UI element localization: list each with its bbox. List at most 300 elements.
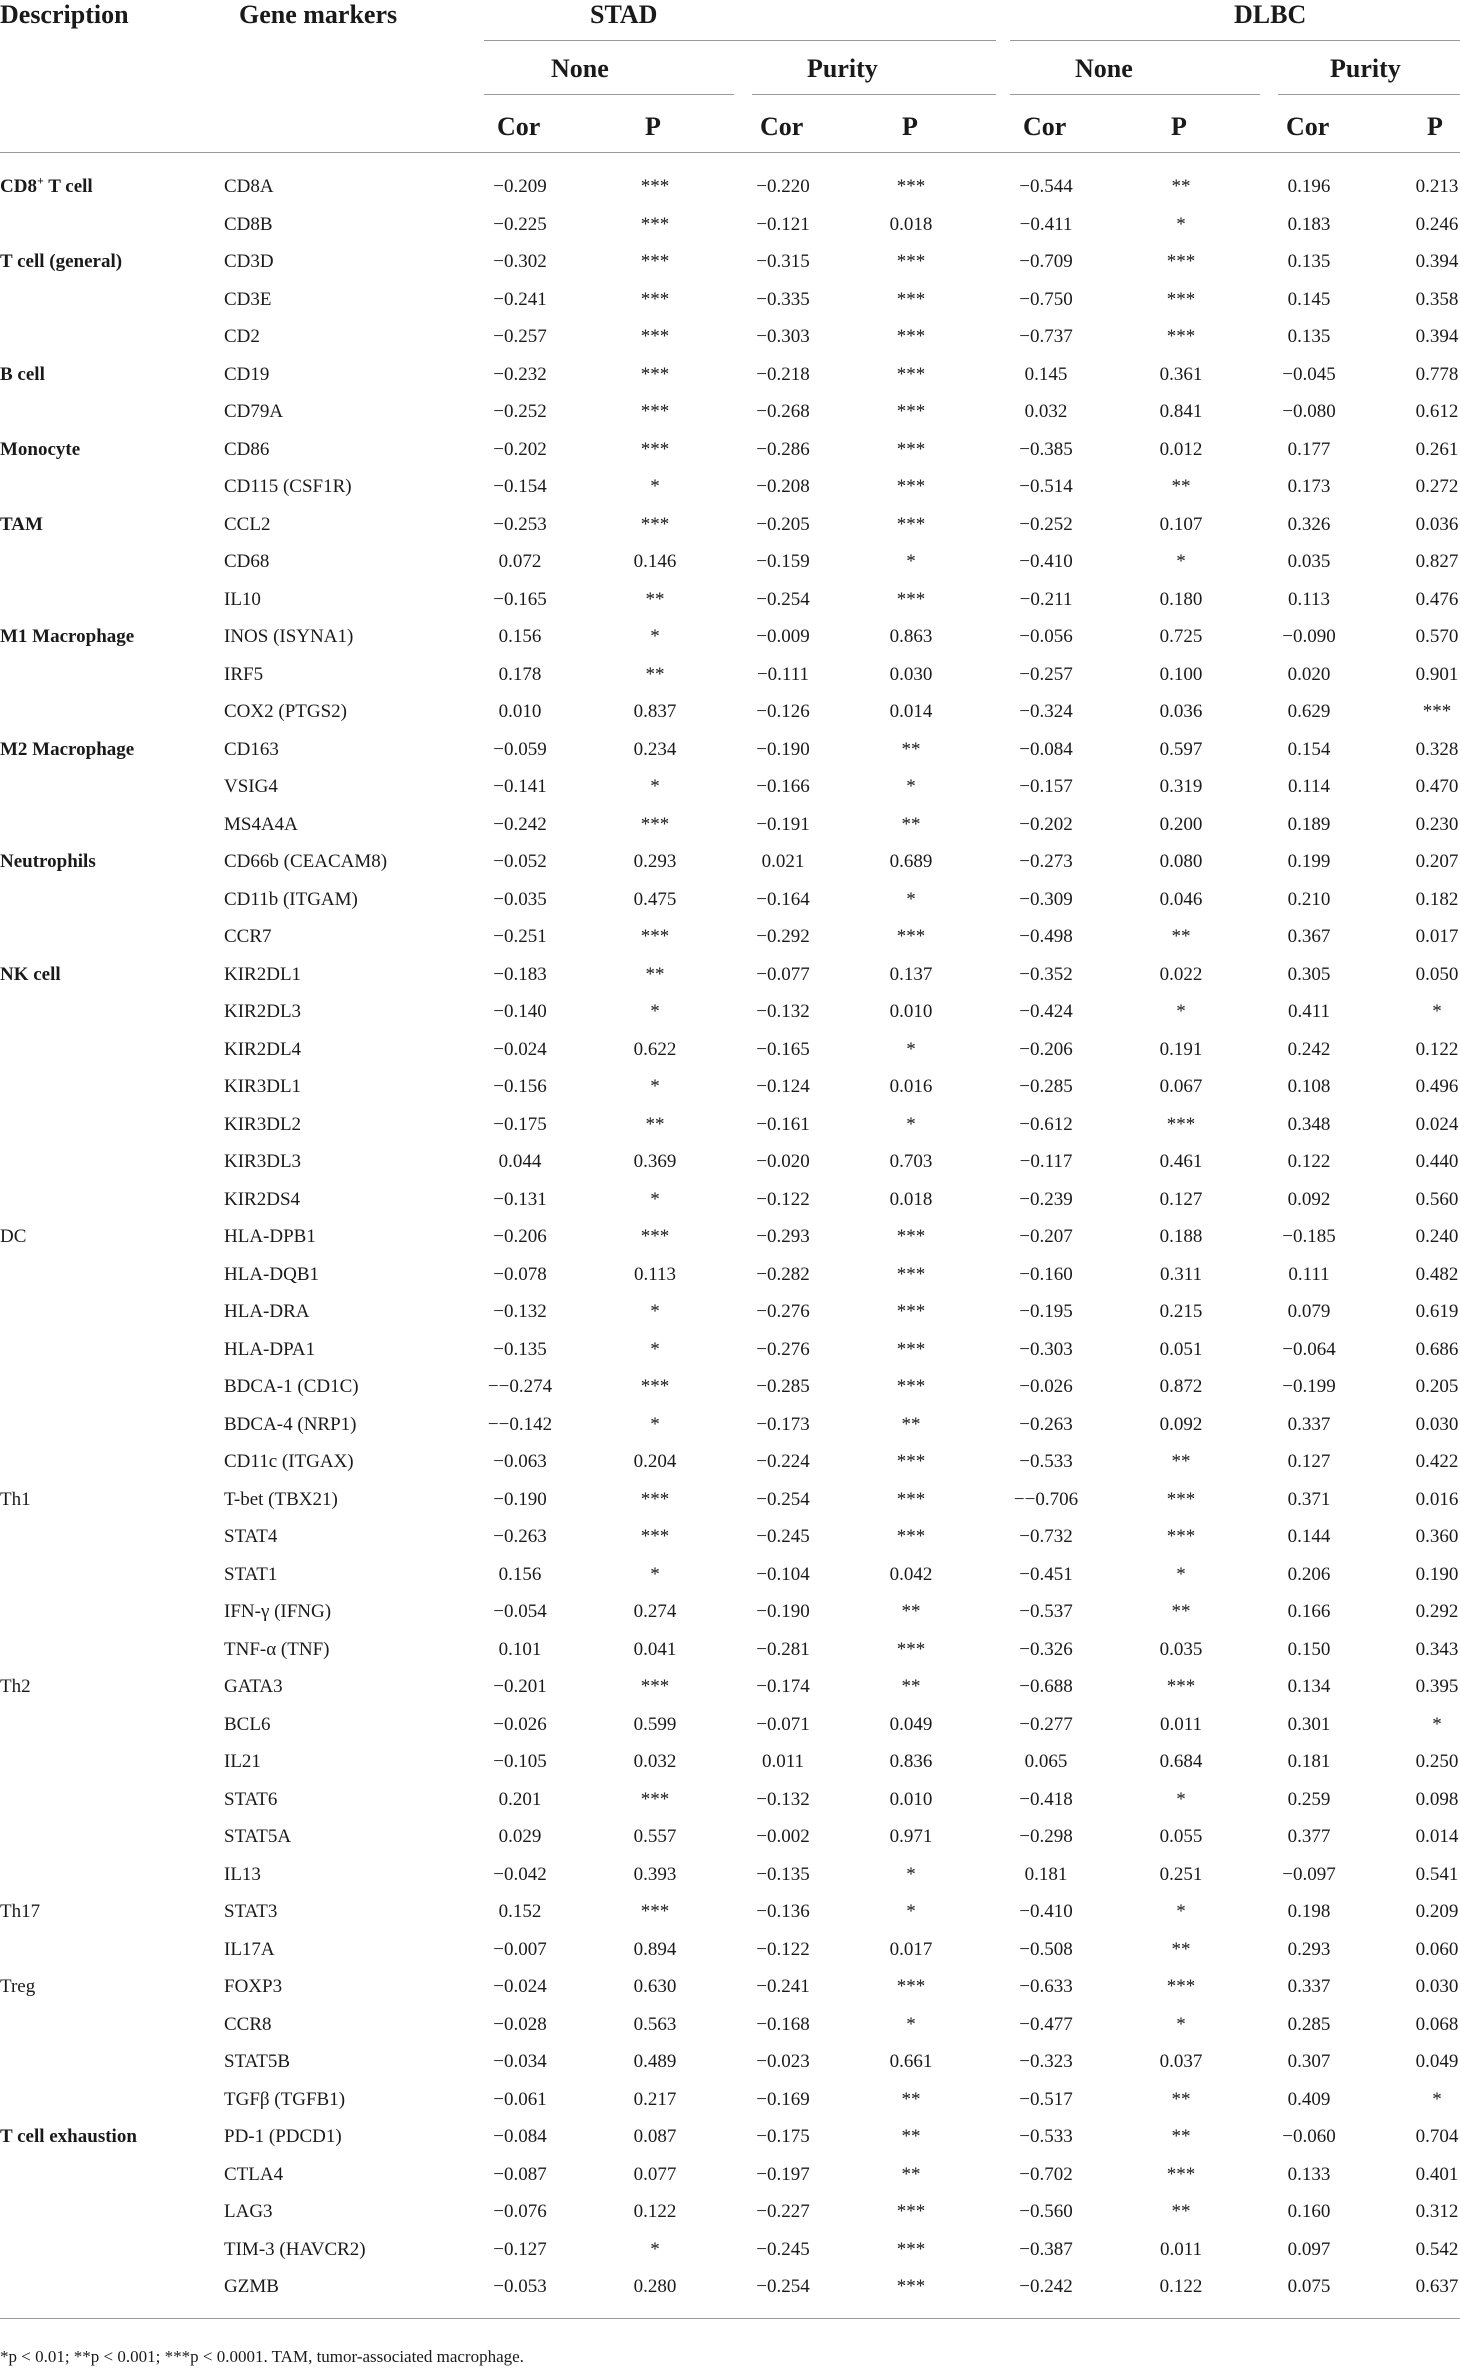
gene-marker: KIR3DL1 <box>224 1076 302 1097</box>
p-value: * <box>650 1001 660 1022</box>
p-value: * <box>650 776 660 797</box>
p-value: ** <box>901 814 921 835</box>
p-value: 0.725 <box>1159 626 1203 647</box>
cor-value: 0.629 <box>1287 701 1331 722</box>
p-value: ** <box>1171 926 1191 947</box>
cell-type-text: TAM <box>0 514 43 535</box>
cor-value: −0.026 <box>493 1714 547 1735</box>
cell-type-text: B cell <box>0 364 45 385</box>
p-value: 0.060 <box>1415 1939 1459 1960</box>
cor-value: −0.064 <box>1282 1339 1336 1360</box>
cor-value: −0.498 <box>1019 926 1073 947</box>
cor-value: −0.060 <box>1282 2126 1336 2147</box>
p-value: 0.204 <box>633 1451 677 1472</box>
p-value: 0.563 <box>633 2014 677 2035</box>
p-value: ** <box>645 1114 665 1135</box>
footnote: *p < 0.01; **p < 0.001; ***p < 0.0001. TAM, tumor-associated macrophage. <box>0 2347 524 2366</box>
p-value: *** <box>640 926 670 947</box>
cor-value: −0.020 <box>756 1151 810 1172</box>
p-value: 0.067 <box>1159 1076 1203 1097</box>
p-value: 0.018 <box>889 214 933 235</box>
p-value: 0.619 <box>1415 1301 1459 1322</box>
cor-value: −0.242 <box>493 814 547 835</box>
dlbc-rule <box>1010 40 1460 41</box>
p-value: 0.010 <box>889 1001 933 1022</box>
p-value: 0.361 <box>1159 364 1203 385</box>
gene-marker: TNF-α (TNF) <box>224 1639 330 1660</box>
p-value: *** <box>896 2239 926 2260</box>
cor-value: −0.533 <box>1019 2126 1073 2147</box>
cor-value: 0.111 <box>1288 1264 1330 1285</box>
p-value: 0.068 <box>1415 2014 1459 2035</box>
cor-value: −0.078 <box>493 1264 547 1285</box>
p-value: 0.542 <box>1415 2239 1459 2260</box>
cor-value: 0.285 <box>1287 2014 1331 2035</box>
group-header-stad: STAD <box>590 0 658 29</box>
p-value: 0.863 <box>889 626 933 647</box>
p-value: 0.612 <box>1415 401 1459 422</box>
p-value: *** <box>640 1226 670 1247</box>
cor-value: −0.169 <box>756 2089 810 2110</box>
p-value: 0.778 <box>1415 364 1459 385</box>
cell-type-label <box>0 439 80 461</box>
cor-value: −0.205 <box>756 514 810 535</box>
cell-type-text: NK cell <box>0 964 61 985</box>
cor-value: 0.144 <box>1287 1526 1331 1547</box>
cor-value: −0.688 <box>1019 1676 1073 1697</box>
p-value: *** <box>896 439 926 460</box>
p-value: ** <box>1171 2126 1191 2147</box>
p-value: *** <box>896 1226 926 1247</box>
p-value: ** <box>901 1676 921 1697</box>
gene-marker: LAG3 <box>224 2201 273 2222</box>
p-value: 0.046 <box>1159 889 1203 910</box>
p-value: * <box>1432 1001 1442 1022</box>
cor-value: −0.254 <box>756 1489 810 1510</box>
p-value: ** <box>901 2126 921 2147</box>
gene-marker: CD68 <box>224 551 270 572</box>
p-value: *** <box>640 814 670 835</box>
p-value: *** <box>896 1264 926 1285</box>
p-value: 0.016 <box>1415 1489 1459 1510</box>
cell-type-text-tail: T cell <box>43 176 93 197</box>
cor-value: 0.101 <box>498 1639 542 1660</box>
gene-marker: STAT1 <box>224 1564 278 1585</box>
cor-value: 0.198 <box>1287 1901 1331 1922</box>
p-value: 0.035 <box>1159 1639 1203 1660</box>
p-value: 0.841 <box>1159 401 1203 422</box>
p-value: *** <box>896 1301 926 1322</box>
p-value: 0.191 <box>1159 1039 1203 1060</box>
cor-value: 0.409 <box>1287 2089 1331 2110</box>
cor-value: −0.281 <box>756 1639 810 1660</box>
cell-type-text: T cell (general) <box>0 251 123 272</box>
p-value: ** <box>1171 476 1191 497</box>
cor-value: 0.201 <box>498 1789 542 1810</box>
cor-value: 0.133 <box>1287 2164 1331 2185</box>
column-header: Cor <box>1286 112 1330 141</box>
cor-value: −0.097 <box>1282 1864 1336 1885</box>
cell-type-label <box>0 364 45 386</box>
p-value: 0.328 <box>1415 739 1459 760</box>
p-value: 0.837 <box>633 701 677 722</box>
cor-value: −0.252 <box>1019 514 1073 535</box>
cor-value: −0.477 <box>1019 2014 1073 2035</box>
p-value: * <box>650 626 660 647</box>
p-value: * <box>650 1414 660 1435</box>
cell-type-text: CD8 <box>0 176 37 197</box>
cor-value: −0.257 <box>1019 664 1073 685</box>
cor-value: −0.199 <box>1282 1376 1336 1397</box>
gene-marker: CD2 <box>224 326 260 347</box>
p-value: 0.440 <box>1415 1151 1459 1172</box>
cor-value: 0.189 <box>1287 814 1331 835</box>
description-header: Description <box>0 0 129 29</box>
cor-value: −0.168 <box>756 2014 810 2035</box>
p-value: 0.049 <box>1415 2051 1459 2072</box>
cor-value: 0.371 <box>1287 1489 1331 1510</box>
cor-value: −0.104 <box>756 1564 810 1585</box>
cor-value: −0.140 <box>493 1001 547 1022</box>
cor-value: 0.307 <box>1287 2051 1331 2072</box>
p-value: 0.209 <box>1415 1901 1459 1922</box>
cor-value: −0.508 <box>1019 1939 1073 1960</box>
p-value: *** <box>1166 1526 1196 1547</box>
cor-value: −0.197 <box>756 2164 810 2185</box>
cor-value: −0.174 <box>756 1676 810 1697</box>
p-value: 0.014 <box>889 701 933 722</box>
cor-value: −0.324 <box>1019 701 1073 722</box>
cor-value: 0.113 <box>1287 589 1331 610</box>
gene-marker: HLA-DPA1 <box>224 1339 316 1360</box>
cor-value: −0.165 <box>756 1039 810 1060</box>
p-value: 0.461 <box>1159 1151 1203 1172</box>
cor-value: 0.032 <box>1024 401 1068 422</box>
cor-value: −0.257 <box>493 326 547 347</box>
p-value: 0.018 <box>889 1189 933 1210</box>
cor-value: −0.211 <box>1019 589 1073 610</box>
cor-value: 0.035 <box>1287 551 1331 572</box>
cell-type-text: Th1 <box>0 1489 31 1510</box>
cell-type-text: DC <box>0 1226 27 1247</box>
p-value: 0.234 <box>633 739 677 760</box>
cor-value: −0.225 <box>493 214 547 235</box>
cor-value: −0.084 <box>493 2126 547 2147</box>
gene-marker: COX2 (PTGS2) <box>224 701 347 722</box>
gene-marker: GATA3 <box>224 1676 283 1697</box>
cell-type-text: Th2 <box>0 1676 31 1697</box>
p-value: *** <box>1166 289 1196 310</box>
cell-type-label <box>0 2126 137 2148</box>
cor-value: −0.293 <box>756 1226 810 1247</box>
cor-value: −−0.274 <box>487 1376 553 1397</box>
p-value: *** <box>896 1451 926 1472</box>
cor-value: 0.183 <box>1287 214 1331 235</box>
p-value: 0.051 <box>1159 1339 1203 1360</box>
p-value: 0.684 <box>1159 1751 1203 1772</box>
p-value: * <box>1176 551 1186 572</box>
cor-value: −0.309 <box>1019 889 1073 910</box>
gene-marker: FOXP3 <box>224 1976 283 1997</box>
cell-type-label <box>0 626 134 648</box>
p-value: 0.827 <box>1415 551 1459 572</box>
p-value: ** <box>901 2164 921 2185</box>
p-value: ** <box>901 739 921 760</box>
p-value: 0.250 <box>1415 1751 1459 1772</box>
p-value: 0.704 <box>1415 2126 1459 2147</box>
cor-value: −0.387 <box>1019 2239 1073 2260</box>
p-value: *** <box>896 1526 926 1547</box>
cor-value: −0.175 <box>493 1114 547 1135</box>
cor-value: −0.173 <box>756 1414 810 1435</box>
p-value: *** <box>640 1676 670 1697</box>
p-value: 0.036 <box>1415 514 1459 535</box>
cor-value: −0.208 <box>756 476 810 497</box>
cor-value: −0.135 <box>493 1339 547 1360</box>
p-value: 0.188 <box>1159 1226 1203 1247</box>
p-value: 0.107 <box>1159 514 1203 535</box>
p-value: 0.872 <box>1159 1376 1203 1397</box>
cor-value: −0.206 <box>493 1226 547 1247</box>
cor-value: −0.252 <box>493 401 547 422</box>
gene-marker: CCL2 <box>224 514 271 535</box>
p-value: *** <box>1166 1676 1196 1697</box>
p-value: *** <box>896 251 926 272</box>
p-value: 0.050 <box>1415 964 1459 985</box>
cor-value: −0.245 <box>756 1526 810 1547</box>
p-value: 0.395 <box>1415 1676 1459 1697</box>
cor-value: −0.160 <box>1019 1264 1073 1285</box>
p-value: 0.127 <box>1159 1189 1203 1210</box>
p-value: 0.661 <box>889 2051 933 2072</box>
p-value: *** <box>896 589 926 610</box>
column-header: Cor <box>1023 112 1067 141</box>
cor-value: 0.010 <box>498 701 542 722</box>
cell-type-label <box>0 251 122 273</box>
cor-value: −0.056 <box>1019 626 1073 647</box>
cor-value: −0.121 <box>756 214 810 235</box>
p-value: 0.422 <box>1415 1451 1459 1472</box>
p-value: 0.205 <box>1415 1376 1459 1397</box>
cor-value: −0.183 <box>493 964 547 985</box>
p-value: *** <box>896 289 926 310</box>
p-value: * <box>1176 214 1186 235</box>
cor-value: −0.232 <box>493 364 547 385</box>
p-value: * <box>650 2239 660 2260</box>
cor-value: 0.075 <box>1287 2276 1331 2297</box>
p-value: * <box>906 1864 916 1885</box>
p-value: *** <box>1166 1114 1196 1135</box>
cor-value: −0.242 <box>1019 2276 1073 2297</box>
gene-marker: CD3D <box>224 251 274 272</box>
cor-value: 0.145 <box>1024 364 1068 385</box>
cell-type-label <box>0 1676 31 1698</box>
p-value: 0.470 <box>1415 776 1459 797</box>
p-value: *** <box>640 289 670 310</box>
p-value: 0.055 <box>1159 1826 1203 1847</box>
cor-value: −0.302 <box>493 251 547 272</box>
gene-marker: BDCA-4 (NRP1) <box>224 1414 357 1435</box>
gene-marker: IL21 <box>224 1751 261 1772</box>
p-value: *** <box>640 1901 670 1922</box>
gene-marker: CD8B <box>224 214 273 235</box>
p-value: *** <box>896 364 926 385</box>
cor-value: 0.337 <box>1287 1414 1331 1435</box>
cor-value: 0.210 <box>1287 889 1331 910</box>
p-value: 0.482 <box>1415 1264 1459 1285</box>
p-value: 0.836 <box>889 1751 933 1772</box>
cor-value: −0.709 <box>1019 251 1073 272</box>
cor-value: −0.207 <box>1019 1226 1073 1247</box>
p-value: 0.190 <box>1415 1564 1459 1585</box>
cor-value: 0.135 <box>1287 326 1331 347</box>
p-value: * <box>650 1076 660 1097</box>
cor-value: −0.076 <box>493 2201 547 2222</box>
p-value: 0.122 <box>1159 2276 1203 2297</box>
cor-value: 0.044 <box>498 1151 542 1172</box>
cor-value: −0.195 <box>1019 1301 1073 1322</box>
cor-value: −0.298 <box>1019 1826 1073 1847</box>
p-value: 0.011 <box>1159 2239 1203 2260</box>
gene-marker: CD19 <box>224 364 270 385</box>
gene-marker: STAT6 <box>224 1789 278 1810</box>
p-value: 0.137 <box>889 964 933 985</box>
cor-value: −0.045 <box>1282 364 1336 385</box>
p-value: 0.312 <box>1415 2201 1459 2222</box>
p-value: 0.901 <box>1415 664 1459 685</box>
p-value: 0.032 <box>633 1751 677 1772</box>
cor-value: −0.273 <box>1019 851 1073 872</box>
cor-value: −0.052 <box>493 851 547 872</box>
cor-value: 0.178 <box>498 664 542 685</box>
cell-type-text: Treg <box>0 1976 36 1997</box>
p-value: 0.011 <box>1159 1714 1203 1735</box>
p-value: *** <box>896 1339 926 1360</box>
cor-value: 0.305 <box>1287 964 1331 985</box>
gene-marker: CTLA4 <box>224 2164 284 2185</box>
p-value: *** <box>1422 701 1452 722</box>
p-value: 0.024 <box>1415 1114 1459 1135</box>
cor-value: 0.177 <box>1287 439 1331 460</box>
p-value: 0.122 <box>1415 1039 1459 1060</box>
p-value: *** <box>1166 251 1196 272</box>
subgroup-rule <box>1278 94 1460 95</box>
cor-value: 0.152 <box>498 1901 542 1922</box>
gene-marker: CD11b (ITGAM) <box>224 889 358 910</box>
cell-type-text: M2 Macrophage <box>0 739 135 760</box>
cor-value: −0.702 <box>1019 2164 1073 2185</box>
p-value: *** <box>896 2201 926 2222</box>
cell-type-label <box>0 173 93 198</box>
cor-value: −0.028 <box>493 2014 547 2035</box>
p-value: 0.293 <box>633 851 677 872</box>
p-value: 0.041 <box>633 1639 677 1660</box>
p-value: 0.182 <box>1415 889 1459 910</box>
cor-value: 0.337 <box>1287 1976 1331 1997</box>
p-value: 0.637 <box>1415 2276 1459 2297</box>
p-value: *** <box>640 214 670 235</box>
cor-value: −0.292 <box>756 926 810 947</box>
gene-marker: BCL6 <box>224 1714 271 1735</box>
p-value: 0.022 <box>1159 964 1203 985</box>
cor-value: −0.750 <box>1019 289 1073 310</box>
cor-value: 0.150 <box>1287 1639 1331 1660</box>
subgroup-header: None <box>1075 54 1133 83</box>
cell-type-label <box>0 1489 31 1511</box>
cor-value: −0.227 <box>756 2201 810 2222</box>
gene-marker: VSIG4 <box>224 776 278 797</box>
cell-type-text: M1 Macrophage <box>0 626 135 647</box>
cor-value: 0.156 <box>498 1564 542 1585</box>
p-value: 0.394 <box>1415 326 1459 347</box>
p-value: *** <box>640 439 670 460</box>
cor-value: −0.131 <box>493 1189 547 1210</box>
p-value: *** <box>1166 1489 1196 1510</box>
gene-marker: KIR2DL1 <box>224 964 302 985</box>
p-value: 0.689 <box>889 851 933 872</box>
cor-value: −0.253 <box>493 514 547 535</box>
cor-value: −0.323 <box>1019 2051 1073 2072</box>
gene-marker: CD163 <box>224 739 279 760</box>
cor-value: −0.165 <box>493 589 547 610</box>
gene-marker: IFN-γ (IFNG) <box>224 1601 332 1622</box>
cor-value: 0.166 <box>1287 1601 1331 1622</box>
subgroup-rule <box>1010 94 1260 95</box>
cor-value: −0.251 <box>493 926 547 947</box>
cor-value: −0.285 <box>1019 1076 1073 1097</box>
gene-marker: CD115 (CSF1R) <box>224 476 352 497</box>
p-value: 0.393 <box>633 1864 677 1885</box>
p-value: *** <box>1166 326 1196 347</box>
cor-value: 0.145 <box>1287 289 1331 310</box>
cor-value: −0.202 <box>493 439 547 460</box>
cor-value: 0.114 <box>1287 776 1331 797</box>
cor-value: −0.159 <box>756 551 810 572</box>
gene-marker: KIR3DL3 <box>224 1151 302 1172</box>
cor-value: −0.122 <box>756 1189 810 1210</box>
cor-value: −0.451 <box>1019 1564 1073 1585</box>
cor-value: 0.135 <box>1287 251 1331 272</box>
cor-value: −0.061 <box>493 2089 547 2110</box>
cor-value: −0.537 <box>1019 1601 1073 1622</box>
gene-marker: STAT4 <box>224 1526 278 1547</box>
gene-marker: CD3E <box>224 289 272 310</box>
p-value: 0.358 <box>1415 289 1459 310</box>
cell-type-text: Th17 <box>0 1901 41 1922</box>
cor-value: −0.042 <box>493 1864 547 1885</box>
p-value: 0.401 <box>1415 2164 1459 2185</box>
p-value: 0.080 <box>1159 851 1203 872</box>
cor-value: −0.080 <box>1282 401 1336 422</box>
p-value: 0.599 <box>633 1714 677 1735</box>
cor-value: 0.181 <box>1287 1751 1331 1772</box>
cor-value: −0.164 <box>756 889 810 910</box>
table-bottom-rule <box>0 2318 1460 2319</box>
cor-value: −0.191 <box>756 814 810 835</box>
gene-marker: IL10 <box>224 589 261 610</box>
cell-type-text: Monocyte <box>0 439 81 460</box>
cor-value: −0.241 <box>493 289 547 310</box>
cor-value: −0.533 <box>1019 1451 1073 1472</box>
p-value: *** <box>640 1789 670 1810</box>
cor-value: −0.254 <box>756 2276 810 2297</box>
p-value: *** <box>640 1376 670 1397</box>
p-value: *** <box>1166 2164 1196 2185</box>
column-header: Cor <box>497 112 541 141</box>
cor-value: 0.367 <box>1287 926 1331 947</box>
cor-value: −0.002 <box>756 1826 810 1847</box>
cor-value: −0.206 <box>1019 1039 1073 1060</box>
